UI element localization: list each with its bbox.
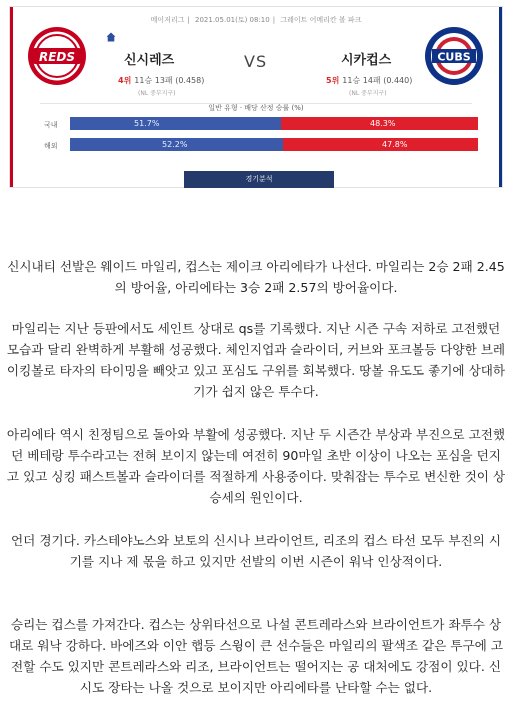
analysis-paragraph: 승리는 컵스를 가져간다. 컵스는 상위타선으로 나설 콘트레라스와 브라이언트가 좌투수 상대로 워낙 강하다. 바에즈와 이안 햅등 스윙이 큰 선수들은 마일리의 팔색조 같은 투구에 고전할 수도 있지만 콘트레라스와 리조, 브라이언트는 떨어지는 공 대처에도 강점이 있다. 신시도 장타는 나올 것으로 보이지만 아리에타를 난타할 수는 없다. [8, 617, 503, 695]
away-rate-value: 47.8% [382, 140, 408, 149]
reds-logo-text: REDS [38, 50, 76, 64]
rate-row-label: 국내 [44, 121, 58, 129]
cubs-logo-text: CUBS [437, 50, 471, 64]
reds-logo [26, 25, 88, 87]
away-record [326, 75, 412, 86]
away-color-bar [499, 7, 502, 187]
home-division: (NL 중부지구) [138, 90, 176, 97]
home-rate-value: 52.2% [162, 140, 188, 149]
analysis-paragraph: 아리에타 역시 친정팀으로 돌아와 부활에 성공했다. 지난 두 시즌간 부상과 부진으로 고전했던 베테랑 투수라고는 전혀 보이지 않는데 여전히 90마일 초반 이상이 나오는 포심을 던지고 있고 싱킹 패스트볼과 슬라이더를 적절하게 사용중이다. 맞춰잡는 투수로 변신한 것이 상승세의 원인이다. [6, 427, 506, 505]
analysis-paragraph: 언더 경기다. 카스테야노스와 보토의 신시나 브라이언트, 리조의 컵스 타선 모두 부진의 시기를 지나 제 몫을 하고 있지만 선발의 이번 시즌이 워낙 인상적이다. [10, 533, 501, 569]
match-card [9, 6, 503, 188]
home-team-name: 신시레즈 [124, 53, 175, 68]
match-meta: 메이저리그 | 2021.05.01(토) 08:10 | 그레이트 어메리칸 볼 파크 [150, 16, 362, 24]
league-label: 메이저리그 [150, 16, 185, 24]
analysis-paragraph: 신시내티 선발은 웨이드 마일리, 컵스는 제이크 아리에타가 나선다. 마일리는 2승 2패 2.45의 방어율, 아리에타는 3승 2패 2.57의 방어율이다. [7, 259, 505, 295]
home-rate-fill [70, 117, 281, 130]
rate-bar-overseas [70, 138, 478, 151]
vs-label: VS [244, 52, 268, 71]
home-color-bar [10, 7, 13, 187]
home-rate-value: 51.7% [134, 119, 160, 128]
rate-bar-domestic [70, 117, 478, 130]
home-record-text: 11승 13패 (0.458) [134, 76, 205, 85]
home-icon [106, 32, 116, 42]
away-record-text: 11승 14패 (0.440) [342, 76, 413, 85]
section-label: 일반 유형 · 배당 산정 승률 (%) [10, 103, 502, 113]
match-datetime: 2021.05.01(토) 08:10 [195, 16, 270, 24]
analysis-tab[interactable]: 경기분석 [184, 171, 334, 188]
cubs-logo [423, 25, 485, 87]
home-record [118, 75, 204, 86]
analysis-paragraph: 마일리는 지난 등판에서도 세인트 상대로 qs를 기록했다. 지난 시즌 구속 저하로 고전했던 모습과 달리 완벽하게 부활해 성공했다. 체인지업과 슬라이더, 커브와 포크볼등 다양한 브레이킹볼로 타자의 타이밍을 빼앗고 있고 포심도 구위를 회복했다. 땅볼 유도도 좋기에 상대하기가 쉽지 않은 투수다. [6, 321, 506, 399]
rate-row-label: 해외 [44, 142, 58, 150]
away-team-name: 시카컵스 [341, 53, 392, 68]
away-rank: 5위 [326, 76, 340, 85]
venue-label: 그레이트 어메리칸 볼 파크 [280, 16, 362, 24]
home-rank: 4위 [118, 76, 132, 85]
away-division: (NL 중부지구) [349, 90, 387, 97]
away-rate-value: 48.3% [370, 119, 396, 128]
